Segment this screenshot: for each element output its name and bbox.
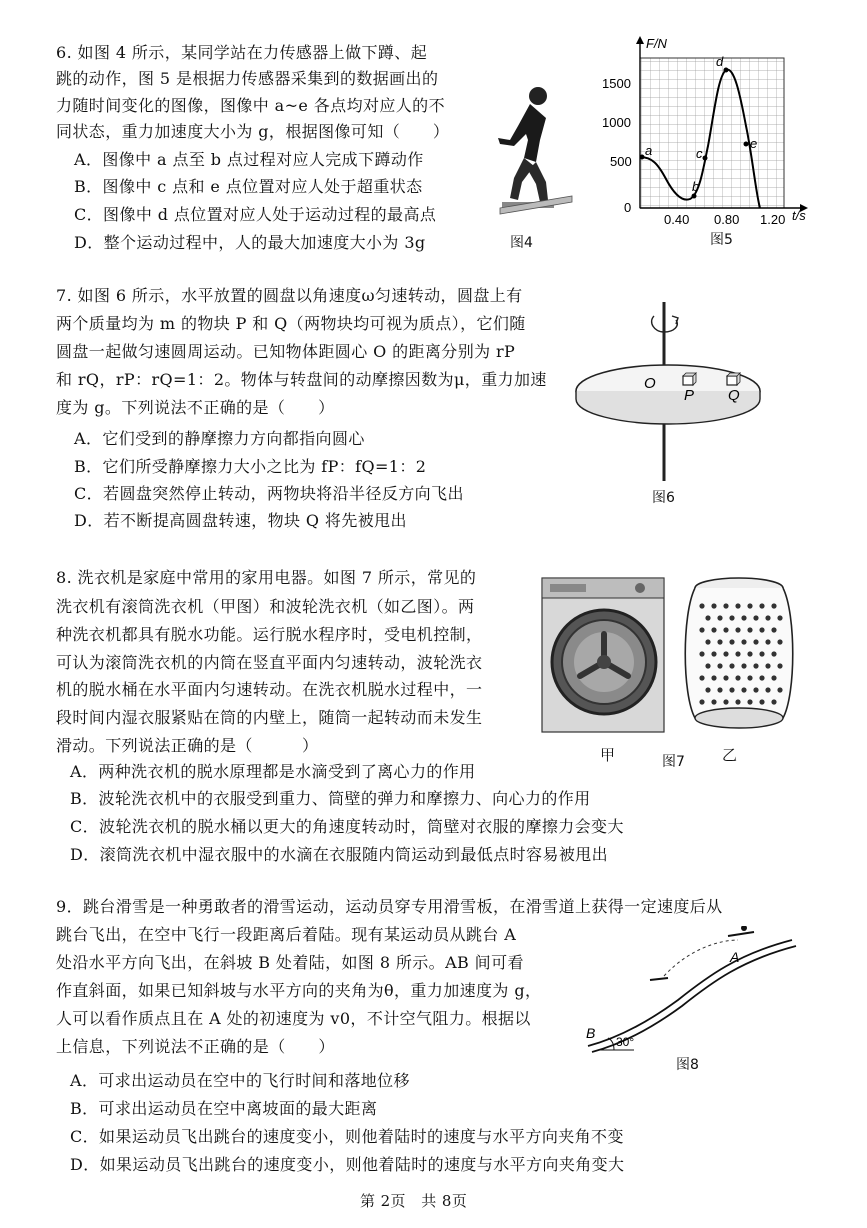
q9-stem-line: 作直斜面，如果已知斜坡与水平方向的夹角为θ，重力加速度为 g， (56, 981, 542, 1000)
label-A: A (730, 949, 740, 965)
drum-hole (711, 675, 716, 680)
drum-hole (771, 651, 776, 656)
label-angle: 30° (616, 1035, 635, 1049)
point-label-b: b (692, 179, 700, 194)
q9-option-a: A．可求出运动员在空中的飞行时间和落地位移 (70, 1071, 410, 1090)
figure-6-caption: 图6 (652, 490, 675, 506)
q7-stem-line: 两个质量均为 m 的物块 P 和 Q（两物块均可视为质点），它们随 (56, 314, 526, 333)
label-B: B (586, 1025, 596, 1041)
q6-option-d: D．整个运动过程中，人的最大加速度大小为 3g (74, 233, 426, 252)
drum-hole (765, 615, 770, 620)
q9-stem-line: 上信息，下列说法不正确的是（ ） (56, 1037, 335, 1056)
drum-hole (705, 663, 710, 668)
drum-hole (747, 651, 752, 656)
drum-hole (729, 663, 734, 668)
drum-hole (771, 627, 776, 632)
drum-hole (699, 675, 704, 680)
drum-hole (723, 675, 728, 680)
drum-hole (777, 639, 782, 644)
q8-stem-line: 可认为滚筒洗衣机的内筒在竖直平面内匀速转动，波轮洗衣 (56, 653, 483, 672)
q7-stem-line: 度为 g。下列说法不正确的是（ ） (56, 398, 335, 417)
drum-hole (735, 675, 740, 680)
q9-stem-line: 跳台飞出，在空中飞行一段距离后着陆。现有某运动员从跳台 A (56, 925, 517, 944)
q8-stem-line: 滑动。下列说法正确的是（ ） (56, 736, 319, 755)
drum-hole (765, 639, 770, 644)
drum-hole (711, 627, 716, 632)
q9-stem-line: 人可以看作质点且在 A 处的初速度为 v0，不计空气阻力。根据以 (56, 1009, 531, 1028)
drum-hole (723, 699, 728, 704)
drum-hole (723, 651, 728, 656)
y-tick: 1000 (602, 115, 631, 130)
x-tick: 0.80 (714, 212, 740, 227)
x-tick: 0.40 (664, 212, 690, 227)
figure-4-squat-illustration (488, 78, 578, 218)
x-tick: 1.20 (760, 212, 786, 227)
drum-hole (765, 687, 770, 692)
q7-option-c: C．若圆盘突然停止转动，两物块将沿半径反方向飞出 (74, 484, 464, 503)
drum-hole (729, 639, 734, 644)
drum-hole (717, 615, 722, 620)
drum-hole (777, 663, 782, 668)
label-O: O (644, 375, 656, 392)
drum-hole (711, 699, 716, 704)
drum-hole (741, 663, 746, 668)
drum-hole (753, 663, 758, 668)
q9-option-c: C．如果运动员飞出跳台的速度变小，则他着陆时的速度与水平方向夹角不变 (70, 1127, 624, 1146)
q8-option-a: A．两种洗衣机的脱水原理都是水滴受到了离心力的作用 (70, 762, 476, 781)
drum-hole (705, 687, 710, 692)
drum-hole (699, 651, 704, 656)
drum-hole (705, 615, 710, 620)
drum-hole (699, 627, 704, 632)
q7-stem-line: 7. 如图 6 所示，水平放置的圆盘以角速度ω匀速转动，圆盘上有 (56, 286, 523, 305)
q9-option-b: B．可求出运动员在空中离坡面的最大距离 (70, 1099, 378, 1118)
drum-hole (771, 675, 776, 680)
x-axis-label: t/s (792, 208, 806, 223)
q8-stem-line: 种洗衣机都具有脱水功能。运行脱水程序时，受电机控制， (56, 625, 483, 644)
q7-option-d: D．若不断提高圆盘转速，物块 Q 将先被甩出 (74, 511, 407, 530)
y-axis-label: F/N (646, 36, 667, 51)
figure-7-drum-washer (540, 576, 666, 734)
drum-hole (759, 675, 764, 680)
q9-stem-line: 9．跳台滑雪是一种勇敢者的滑雪运动，运动员穿专用滑雪板，在滑雪道上获得一定速度后从 (56, 897, 723, 916)
figure-7-label-jia: 甲 (600, 746, 616, 764)
figure-4-caption: 图4 (510, 235, 533, 251)
drum-hole (717, 663, 722, 668)
q9-option-d: D．如果运动员飞出跳台的速度变小，则他着陆时的速度与水平方向夹角变大 (70, 1155, 625, 1174)
page-footer: 第 2页 共 8页 (360, 1192, 468, 1210)
drum-hole (771, 603, 776, 608)
drum-hole (771, 699, 776, 704)
drum-hole (729, 615, 734, 620)
drum-hole (735, 603, 740, 608)
q7-option-a: A．它们受到的静摩擦力方向都指向圆心 (74, 429, 365, 448)
figure-6-rotating-disk (572, 296, 782, 486)
drum-hole (759, 627, 764, 632)
q6-option-b: B．图像中 c 点和 e 点位置对应人处于超重状态 (74, 177, 423, 196)
drum-hole (759, 699, 764, 704)
y-tick: 1500 (602, 76, 631, 91)
q6-option-a: A．图像中 a 点至 b 点过程对应人完成下蹲动作 (74, 150, 424, 169)
figure-8-caption: 图8 (676, 1057, 699, 1073)
figure-7-label-yi: 乙 (722, 746, 738, 764)
drum-hole (711, 603, 716, 608)
figure-5-caption: 图5 (710, 232, 733, 248)
drum-hole (741, 687, 746, 692)
y-tick: 0 (624, 200, 632, 215)
drum-hole (729, 687, 734, 692)
q8-stem-line: 洗衣机有滚筒洗衣机（甲图）和波轮洗衣机（如乙图）。两 (56, 597, 475, 616)
figure-5-force-time-graph (596, 34, 818, 229)
q6-stem-line: 6. 如图 4 所示，某同学站在力传感器上做下蹲、起 (56, 43, 428, 62)
drum-hole (759, 603, 764, 608)
drum-hole (765, 663, 770, 668)
drum-hole (747, 627, 752, 632)
figure-7-caption: 图7 (662, 754, 685, 770)
drum-hole (735, 627, 740, 632)
drum-hole (723, 627, 728, 632)
y-tick: 500 (610, 154, 632, 169)
q6-stem-line: 同状态，重力加速度大小为 g，根据图像可知（ ） (56, 122, 450, 141)
q7-stem-line: 和 rQ，rP：rQ=1：2。物体与转盘间的动摩擦因数为μ，重力加速 (56, 370, 547, 389)
point-label-a: a (645, 143, 653, 158)
figure-8-ski-slope (578, 926, 802, 1054)
drum-hole (705, 639, 710, 644)
drum-hole (735, 699, 740, 704)
q8-stem-line: 机的脱水桶在水平面内匀速转动。在洗衣机脱水过程中，一 (56, 680, 483, 699)
drum-hole (735, 651, 740, 656)
label-P: P (684, 387, 695, 404)
drum-hole (723, 603, 728, 608)
drum-hole (777, 615, 782, 620)
drum-hole (753, 639, 758, 644)
q8-option-b: B．波轮洗衣机中的衣服受到重力、筒壁的弹力和摩擦力、向心力的作用 (70, 789, 591, 808)
q8-option-c: C．波轮洗衣机的脱水桶以更大的角速度转动时，筒壁对衣服的摩擦力会变大 (70, 817, 624, 836)
q6-stem-line: 力随时间变化的图像，图像中 a~e 各点均对应人的不 (56, 96, 445, 115)
drum-hole (699, 603, 704, 608)
drum-hole (747, 675, 752, 680)
point-label-e: e (750, 136, 758, 151)
drum-hole (741, 615, 746, 620)
drum-hole (777, 687, 782, 692)
point-label-d: d (716, 54, 724, 69)
drum-hole (699, 699, 704, 704)
q7-stem-line: 圆盘一起做匀速圆周运动。已知物体距圆心 O 的距离分别为 rP (56, 342, 516, 361)
label-Q: Q (728, 387, 740, 404)
drum-hole (759, 651, 764, 656)
drum-hole (747, 603, 752, 608)
q6-stem-line: 跳的动作，图 5 是根据力传感器采集到的数据画出的 (56, 69, 439, 88)
drum-hole (753, 687, 758, 692)
q9-stem-line: 处沿水平方向飞出，在斜坡 B 处着陆，如图 8 所示。AB 间可看 (56, 953, 524, 972)
q6-option-c: C．图像中 d 点位置对应人处于运动过程的最高点 (74, 205, 437, 224)
q8-stem-line: 段时间内湿衣服紧贴在筒的内壁上，随筒一起转动而未发生 (56, 708, 483, 727)
drum-hole (717, 639, 722, 644)
point-label-c: c (696, 146, 703, 161)
drum-hole (753, 615, 758, 620)
drum-hole (711, 651, 716, 656)
drum-hole (741, 639, 746, 644)
q8-option-d: D．滚筒洗衣机中湿衣服中的水滴在衣服随内筒运动到最低点时容易被甩出 (70, 845, 609, 864)
q8-stem-line: 8. 洗衣机是家庭中常用的家用电器。如图 7 所示，常见的 (56, 568, 477, 587)
drum-hole (747, 699, 752, 704)
figure-7-pulsator-drum (680, 574, 798, 734)
q7-option-b: B．它们所受静摩擦力大小之比为 fP：fQ=1：2 (74, 457, 427, 476)
drum-hole (717, 687, 722, 692)
